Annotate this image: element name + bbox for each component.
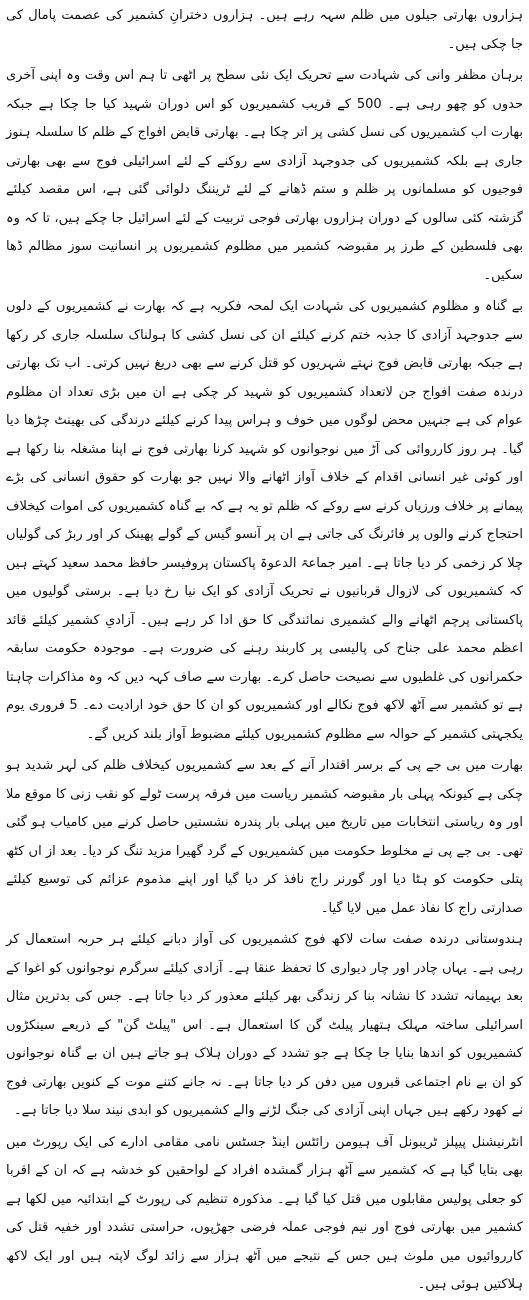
article-paragraph-4: بھارت میں بی جے پی کے برسر اقتدار آنے کے بعد سے کشمیریوں کیخلاف ظلم کی لہر شدید ہو چکی ہے کیونکہ پہلی بار مقبوضہ کشمیر ریاست میں فرقہ پرست ٹولے کو نقب زنی کا موقع ملا اور وہ ریاستی انتخابات میں تاریخ میں پہلی بار پندرہ نشستیں حاصل کرنے میں کامیاب ہو گئی تھی۔ بی جے پی نے مخلوط حکومت میں کشمیریوں کے گرد گھیرا مزید تنگ کر دیا۔ بعد از اں کٹھ پتلی حکومت کو ہٹا دیا اور گورنر راج نافذ کر دیا گیا اور اپنے مذموم عزائم کی توسیع کیلئے صدارتی راج کا نفاذ عمل میں لایا گیا۔ xyxy=(6,758,523,916)
article-paragraph-3: بے گناہ و مظلوم کشمیریوں کی شہادت ایک لمحہ فکریہ ہے کہ بھارت نے کشمیریوں کے دلوں سے جدوجہد آزادی کا جذبہ ختم کرنے کیلئے ان کی نسل کشی کا ہولناک سلسلہ جاری کر رکھا ہے جبکہ بھارتی قابض فوج نہتے شہریوں کو قتل کرنے سے بھی دریغ نہیں کرتی۔ اب تک بھارتی درندہ صفت افواج جن لاتعداد کشمیریوں کو شہید کر چکی ہے ان میں بڑی تعداد ان مظلوم عوام کی ہے جنہیں محض لوگوں میں خوف و ہراس پیدا کرنے کیلئے درندگی کی بھینٹ چڑھا دیا گیا۔ ہر روز کارروائی کی آڑ میں نوجوانوں کو شہید کرنا بھارتی فوج نے اپنا مشغلہ بنا رکھا ہے اور کوئی غیر انسانی اقدام کے خلاف آواز اٹھانے والا نہیں جو بھارت کو حقوق انسانی کی بڑے پیمانے پر خلاف ورزیاں کرنے سے روکے کہ ظلم تو یہ ہے کہ بے گناہ کشمیریوں کی اموات کیخلاف احتجاج کرنے والوں پر فائرنگ کی جاتی ہے ان پر آنسو گیس کے گولے پھینک کر اور ربڑ کی گولیاں چلا کر زخمی کر دیا جاتا ہے۔ امیر جماعۃ الدعوۃ پاکستان پروفیسر حافظ محمد سعید کہتے ہیں کہ کشمیریوں کی لازوال قربانیوں نے تحریک آزادی کو ایک نیا رخ دیا ہے۔ برستی گولیوں میں پاکستانی پرچم اٹھانے والے کشمیری نمائندگی کا حق ادا کر رہے ہیں۔ آزادیِ کشمیر کیلئے قائد اعظم محمد علی جناح کی پالیسی پر کاربند رہنے کی ضرورت ہے۔ موجودہ حکومت سابقہ حکمرانوں کی غلطیوں سے نصیحت حاصل کرے۔ بھارت سے صاف کہہ دیں کہ وہ مذاکرات چاہتا ہے تو کشمیر سے آٹھ لاکھ فوج نکالے اور کشمیریوں کو ان کا حق خود ارادیت دے۔ 5 فروری یوم یکجہتی کشمیر کے حوالہ سے مظلوم کشمیریوں کیلئے مضبوط آواز بلند کریں گے۔ xyxy=(6,299,524,742)
article-paragraph-5: ہندوستانی درندہ صفت سات لاکھ فوج کشمیریوں کی آواز دبانے کیلئے ہر حربہ استعمال کر رہی ہے۔ یہاں چادر اور چار دیواری کا تحفظ عنقا ہے۔ آزادی کیلئے سرگرم نوجوانوں کو اغوا کے بعد بہیمانہ تشدد کا نشانہ بنا کر زندگی بھر کیلئے معذور کر دیا جاتا ہے۔ جس کی بدترین مثال اسرائیلی ساختہ مہلک ہتھیار پیلٹ گن کا استعمال ہے۔ اس "پیلٹ گن" کے ذریعے سینکڑوں کشمیریوں کو اندھا بنایا جا چکا ہے جو تشدد کے دوران ہلاک ہو جاتے ہیں ان بے گناہ نوجوانوں کو ان بے نام اجتماعی قبروں میں دفن کر دیا جاتا ہے۔ نہ جانے کتنے موت کے کنویں بھارتی فوج نے کھود رکھے ہیں جہاں اپنی آزادی کی جنگ لڑنے والے کشمیریوں کو ابدی نیند سلا دیا جاتا ہے۔ xyxy=(6,932,523,1118)
article-paragraph-6: انٹرنیشنل پیپلز ٹریبونل آف ہیومن رائٹس اینڈ جسٹس نامی مقامی ادارے کی ایک رپورٹ میں بھی بتایا گیا ہے کہ کشمیر سے آٹھ ہزار گمشدہ افراد کے لواحقین کو خدشہ ہے کہ ان کے اقربا کو جعلی پولیس مقابلوں میں قتل کیا گیا ہے۔ مذکورہ تنظیم کی رپورٹ کے ابتدائیہ میں لکھا ہے کشمیر میں بھارتی فوج اور نیم فوجی عملہ فرضی جھڑپوں، حراستی تشدد اور خفیہ قتل کی کارروائیوں میں ملوث ہیں جس کے نتیجے میں آٹھ ہزار سے زائد لوگ لاپتہ ہیں اور ایک لاکھ ہلاکتیں ہوئی ہیں۔ xyxy=(6,1134,523,1292)
article-paragraph-2: برہان مظفر وانی کی شہادت سے تحریک ایک نئی سطح پر اٹھی تا ہم اس وقت وہ اپنی آخری حدوں کو چھو رہی ہے۔ 500 کے قریب کشمیریوں کو اس دوران شہید کیا جا چکا ہے جبکہ بھارت اب کشمیریوں کی نسل کشی پر اتر چکا ہے۔ بھارتی قابض افواج کے ظلم کا سلسلہ ہنوز جاری ہے بلکہ کشمیریوں کی جدوجہد آزادی سے روکنے کے لئے اسرائیلی فوج سے بھی بھارتی فوجیوں کو مسلمانوں پر ظلم و ستم ڈھانے کے لئے ٹریننگ دلوائی گئی ہے، اس مقصد کیلئے گزشتہ کئی سالوں کے دوران ہزاروں بھارتی فوجی تربیت کے لئے اسرائیل جا چکے ہیں، تا کہ وہ بھی فلسطین کے طرز پر مقبوضہ کشمیر میں مظلوم کشمیریوں پر انسانیت سوز مظالم ڈھا سکیں۔ xyxy=(6,68,524,283)
article-paragraph-1: ہزاروں بھارتی جیلوں میں ظلم سہہ رہے ہیں۔ ہزاروں دخترانِ کشمیر کی عصمت پامال کی جا چکی ہیں۔ xyxy=(6,8,523,52)
